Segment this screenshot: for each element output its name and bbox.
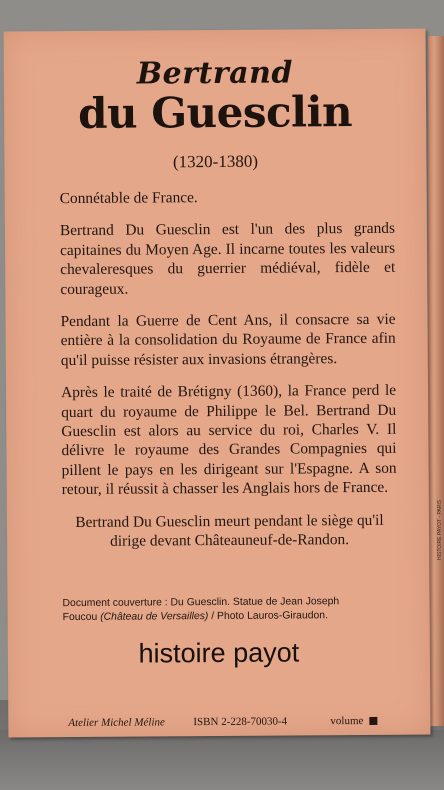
- isbn: ISBN 2-228-70030-4: [193, 715, 288, 729]
- floor-background: [0, 730, 444, 790]
- publisher: Atelier Michel Méline: [68, 716, 165, 730]
- title-surname: du Guesclin: [78, 87, 353, 138]
- paragraph-3: Pendant la Guerre de Cent Ans, il consacre sa vie entière à la consolidation du Royaume de France afin qu'il puisse résister aux invasions étrangères.: [60, 310, 396, 369]
- credit-line-1: Document couverture : Du Guesclin. Statue de Jean Joseph: [62, 596, 340, 610]
- paragraph-5: Bertrand Du Guesclin meurt pendant le siège qu'il dirige devant Châteauneuf-de-Randon.: [75, 511, 384, 550]
- cover-footer: [68, 714, 400, 730]
- credit-text-b: / Photo Lauros-Giraudon.: [208, 610, 328, 623]
- book-spine: [428, 36, 444, 726]
- book-back-cover: [4, 29, 431, 738]
- volume-text: volume: [330, 714, 364, 728]
- paragraph-2: Bertrand Du Guesclin est l'un des plus grands capitaines du Moyen Age. Il incarne toutes les valeurs chevaleresques du guerrier médiéval, fidèle et courageux.: [59, 220, 396, 298]
- paragraph-4: Après le traité de Brétigny (1360), la France perd le quart du royaume de Philippe le Bel. Bertrand Du Guesclin est alors au service du roi, Charles V. Il délivre le royaume des Grandes Compagnies qui pillent le pays en les dirigeant sur l'Espagne. A son retour, il réussit à chasser les Anglais hors de France.: [61, 382, 397, 499]
- spine-label: HISTOIRE PAYOT - PARIS: [437, 499, 443, 560]
- blurb: [60, 187, 398, 565]
- cover-credit: [62, 595, 392, 625]
- series-name: histoire payot: [138, 637, 300, 669]
- credit-text-a: Foucou: [62, 611, 101, 624]
- credit-location: (Château de Versailles): [100, 611, 209, 623]
- title-dates: (1320-1380): [172, 151, 259, 172]
- volume-square-icon: [369, 717, 377, 725]
- credit-line-2: [63, 609, 393, 625]
- paragraph-1: Connétable de France.: [59, 189, 198, 208]
- volume-label: [330, 715, 377, 727]
- title-first-name: Bertrand: [136, 55, 294, 92]
